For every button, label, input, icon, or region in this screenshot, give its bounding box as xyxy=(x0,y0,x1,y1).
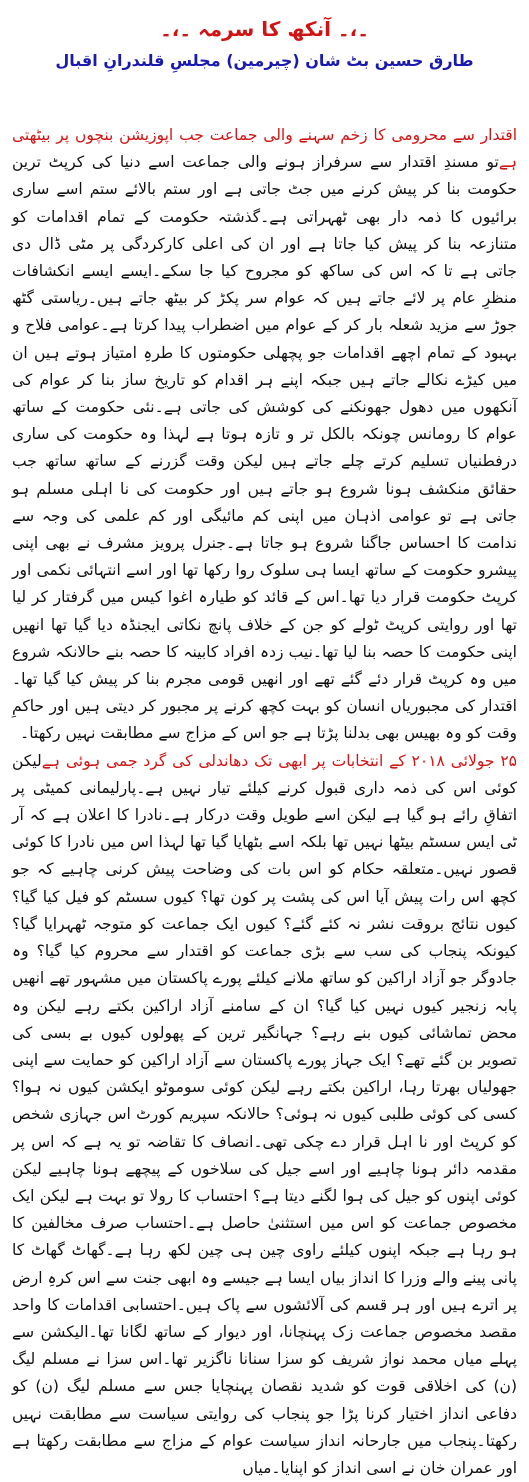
article-title: ۔،۔ آنکھ کا سرمہ ۔،۔ xyxy=(160,17,369,41)
article-body xyxy=(12,122,517,1477)
paragraph-text: لیکن کوئی اس کی ذمہ داری قبول کرنے کیلئے تیار نہیں ہے۔پارلیمانی کمیٹی پر اتفاقِ رائے ہو گیا ہے لیکن اسے طویل وقت درکار ہے۔نادرا کا اعلان ہے کہ آر ٹی ایس سسٹم بیٹھا نہیں تھا بلکہ اسے بٹھایا گیا تھا لہذا اس میں نادرا کا کوئی قصور نہیں۔متعلقہ حکام کو اس بات کی وضاحت پیش کرنی چاہیے کہ جو کچھ اس رات پیش آیا اس کی پشت پر کون تھا؟ کیوں سسٹم کو فیل کیا گیا؟ کیوں نتائج بروقت نشر نہ کئے گئے؟ کیوں ایک جماعت کو متوجہ ٹھہرایا گیا؟ کیونکہ پنجاب کی سب سے بڑی جماعت کو اقتدار سے محروم کیا گیا؟ وہ جادوگر جو آزاد اراکین کو ساتھ ملانے کیلئے پورے پاکستان میں مشہور تھے انھیں پابہ زنجیر کیوں نہیں کیا گیا؟ ان کے سامنے آزاد اراکین بکتے رہے لیکن وہ محض تماشائی کیوں بنے رہے؟ جہانگیر ترین کے پھولوں کیوں بے بسی کی تصویر بن گئے تھے؟ ایک جہاز پورے پاکستان سے آزاد اراکین کو حمایت سے اپنی جھولیاں بھرتا رہا، اراکین بکتے رہے لیکن کوئی سوموٹو ایکشن کیوں نہ ہوا؟ کسی کی کوئی طلبی کیوں نہ ہوئی؟ حالانکہ سپریم کورٹ اس جہازی شخص کو کرپٹ اور نا اہل قرار دے چکی تھی۔انصاف کا تقاضہ تو یہ ہے کہ اس پر مقدمہ دائر ہونا چاہیے اور اسے جیل کی سلاخوں کے پیچھے ہونا چاہیے لیکن کوئی اپنوں کو جیل کی ہوا لگنے دیتا ہے؟ احتساب کا رولا تو بہت ہے لیکن ایک مخصوص جماعت کو اس میں استثنیٰ حاصل ہے۔احتساب صرف مخالفین کا ہو رہا ہے جبکہ اپنوں کیلئے راوی چین ہی چین لکھ رہا ہے۔گھاٹ گھاٹ کا پانی پینے والے وزرا کا انداز بیاں ایسا ہے جیسے وہ ابھی جنت سے اس کرہِ ارض پر اترے ہیں اور ہر قسم کی آلائشوں سے پاک ہیں۔احتسابی اقدامات کا واحد مقصد مخصوص جماعت زک پہنچانا، اور دیوار کے ساتھ لگانا تھا۔الیکشن سے پہلے میاں محمد نواز شریف کو سزا سنانا ناگزیر تھا۔اس سزا نے مسلم لیگ (ن) کی اخلاقی قوت کو شدید نقصان پہنچایا جس سے مسلم لیگ (ن) کو دفاعی انداز اختیار کرنا پڑا جو پنجاب کی روایتی سیاست سے مطابقت نہیں رکھتا۔پنجاب میں جارحانہ انداز سیاست عوام کے مزاج سے مطابقت رکھتا ہے اور عمران خان نے اسی انداز کو اپنایا۔میاں xyxy=(12,751,517,1477)
highlighted-lead: ۲۵ جولائی ۲۰۱۸ کے انتخابات پر ابھی تک دھاندلی کی گرد جمی ہوئی ہے xyxy=(41,751,517,770)
paragraph-text: تو مسندِ اقتدار سے سرفراز ہونے والی جماعت اسے دنیا کی کرپٹ ترین حکومت بنا کر پیش کرنے میں جٹ جاتی ہے اور ستم بالائے ستم اسے ساری برائیوں کا ذمہ دار بھی ٹھہراتی ہے۔گذشتہ حکومت کے تمام اقدامات کو متنازعہ بنا کر پیش کیا جاتا ہے اور ان کی اعلی کارکردگی پر مٹی ڈال دی جاتی ہے تا کہ اس کی ساکھ کو مجروح کیا جا سکے۔ایسے ایسے انکشافات منظرِ عام پر لائے جاتے ہیں کہ عوام سر پکڑ کر بیٹھ جاتے ہیں۔ریاستی گٹھ جوڑ سے مزید شعلہ بار کر کے عوام میں اضطراب پیدا کرتا ہے۔عوامی فلاح و بہبود کے تمام اچھے اقدامات جو پچھلی حکومتوں کا طرہِ امتیاز ہوتے ہیں ان میں کیڑے نکالے جاتے ہیں جبکہ اپنے ہر اقدام کو تاریخ ساز بنا کر عوام کی آنکھوں میں دھول جھونکنے کی کوشش کی جاتی ہے۔نئی حکومت کے ساتھ عوام کا رومانس چونکہ بالکل تر و تازہ ہوتا ہے لہذا وہ حکومت کی ساری درفطنیاں تسلیم کرتے چلے جاتے ہیں لیکن وقت گزرنے کے ساتھ ساتھ جب حقائق منکشف ہونا شروع ہو جاتے ہیں اور حکومت کی نا اہلی مسلم ہو جاتی ہے تو عوامی اذہان میں اپنی کم مائیگی اور کم علمی کی وجہ سے ندامت کا احساس جاگنا شروع ہو جاتا ہے۔جنرل پرویز مشرف نے بھی اپنی پیشرو حکومت کے ساتھ ایسا ہی سلوک روا رکھا تھا اور اسے انتہائی نکمی اور کرپٹ حکومت قرار دیا تھا۔اس کے قائد کو طیارہ اغوا کیس میں گرفتار کر لیا تھا اور روایتی کرپٹ ٹولے کو جن کے خلاف پانچ نکاتی ایجنڈہ دیا گیا تھا انھیں اپنی حکومت کا حصہ بنا لیا تھا۔نیب زدہ افراد کابینہ کا حصہ بنے حالانکہ شروع میں وہ کرپٹ قرار دئے گئے تھے اور انھیں قومی مجرم بنا کر پیش کیا گیا تھا۔اقتدار کی مجبوریاں انسان کو بہت کچھ کرنے پر مجبور کر دیتی ہیں اور حاکمِ وقت کو وہ بھیس بھی بدلنا پڑتا ہے جو اس کے مزاج سے مطابقت نہیں رکھتا۔ xyxy=(12,153,517,743)
highlighted-lead: اقتدار سے محرومی کا زخم سہنے والی جماعت جب اپوزیشن بنچوں پر بیٹھتی ہے xyxy=(12,126,517,172)
paragraph xyxy=(12,748,517,1482)
paragraph xyxy=(12,122,517,748)
author-byline: طارق حسین بٹ شان (چیرمین) مجلسِ قلندرانِ اقبال xyxy=(55,51,474,70)
article-header xyxy=(0,14,529,74)
